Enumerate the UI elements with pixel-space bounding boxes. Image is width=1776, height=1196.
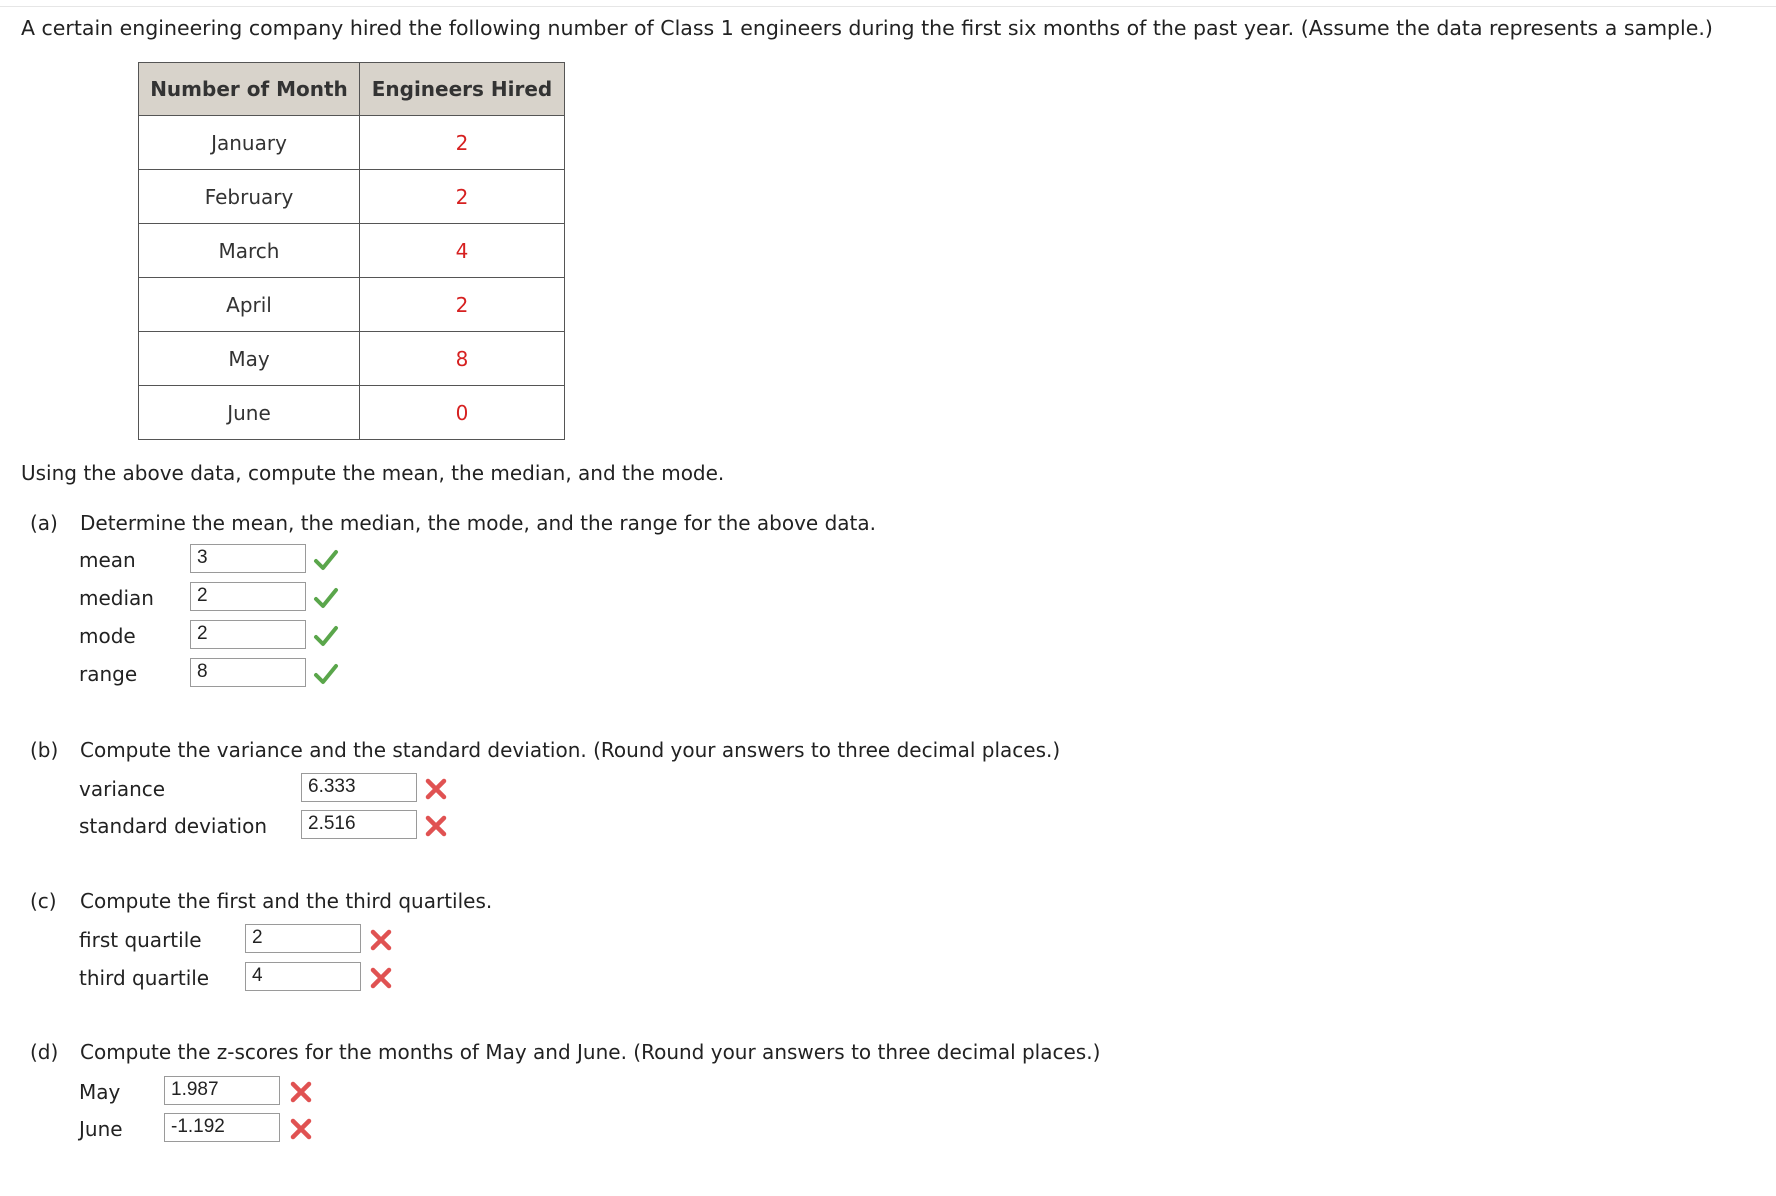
hired-cell: 0 (360, 386, 565, 440)
x-icon (423, 813, 449, 839)
mean-label: mean (79, 548, 136, 572)
table-row (139, 278, 565, 332)
month-cell: June (139, 386, 360, 440)
standard-deviation-input[interactable]: 2.516 (301, 810, 417, 839)
table-row (139, 170, 565, 224)
header-hired: Engineers Hired (360, 63, 565, 116)
variance-input[interactable]: 6.333 (301, 773, 417, 802)
check-icon (313, 585, 339, 611)
part-d-text: Compute the z-scores for the months of May and June. (Round your answers to three decimal places.) (80, 1040, 1101, 1064)
table-row (139, 332, 565, 386)
month-cell: February (139, 170, 360, 224)
data-table (138, 62, 565, 440)
first-quartile-input[interactable]: 2 (245, 924, 361, 953)
part-b-tag: (b) (30, 738, 59, 762)
mean-input[interactable]: 3 (190, 544, 306, 573)
part-a-tag: (a) (30, 511, 58, 535)
part-a-text: Determine the mean, the median, the mode, and the range for the above data. (80, 511, 876, 535)
part-d-prompt (30, 1040, 1100, 1064)
range-input[interactable]: 8 (190, 658, 306, 687)
may-zscore-input[interactable]: 1.987 (164, 1076, 280, 1105)
instructions: Using the above data, compute the mean, the median, and the mode. (21, 461, 725, 485)
x-icon (288, 1079, 314, 1105)
june-label: June (79, 1117, 123, 1141)
problem-statement: A certain engineering company hired the following number of Class 1 engineers during the first six months of the past year. (Assume the data represents a sample.) (21, 16, 1713, 40)
table-row (139, 116, 565, 170)
x-icon (368, 965, 394, 991)
part-b-prompt (30, 738, 1060, 762)
part-c-tag: (c) (30, 889, 57, 913)
part-d-tag: (d) (30, 1040, 59, 1064)
mode-input[interactable]: 2 (190, 620, 306, 649)
check-icon (313, 547, 339, 573)
hired-cell: 4 (360, 224, 565, 278)
header-month: Number of Month (139, 63, 360, 116)
third-quartile-input[interactable]: 4 (245, 962, 361, 991)
third-quartile-label: third quartile (79, 966, 210, 990)
x-icon (368, 927, 394, 953)
variance-label: variance (79, 777, 166, 801)
month-cell: May (139, 332, 360, 386)
part-c-text: Compute the first and the third quartiles. (80, 889, 493, 913)
x-icon (423, 776, 449, 802)
may-label: May (79, 1080, 121, 1104)
june-zscore-input[interactable]: -1.192 (164, 1113, 280, 1142)
table-row (139, 224, 565, 278)
median-input[interactable]: 2 (190, 582, 306, 611)
hired-cell: 2 (360, 170, 565, 224)
top-divider (0, 6, 1776, 7)
first-quartile-label: first quartile (79, 928, 202, 952)
hired-cell: 2 (360, 116, 565, 170)
part-a-prompt (30, 511, 876, 535)
hired-cell: 8 (360, 332, 565, 386)
table-row (139, 386, 565, 440)
month-cell: April (139, 278, 360, 332)
table-header-row (139, 63, 565, 116)
part-c-prompt (30, 889, 492, 913)
median-label: median (79, 586, 154, 610)
x-icon (288, 1116, 314, 1142)
month-cell: March (139, 224, 360, 278)
mode-label: mode (79, 624, 136, 648)
part-b-text: Compute the variance and the standard deviation. (Round your answers to three decimal places.) (80, 738, 1061, 762)
standard-deviation-label: standard deviation (79, 814, 268, 838)
hired-cell: 2 (360, 278, 565, 332)
range-label: range (79, 662, 138, 686)
check-icon (313, 661, 339, 687)
month-cell: January (139, 116, 360, 170)
check-icon (313, 623, 339, 649)
